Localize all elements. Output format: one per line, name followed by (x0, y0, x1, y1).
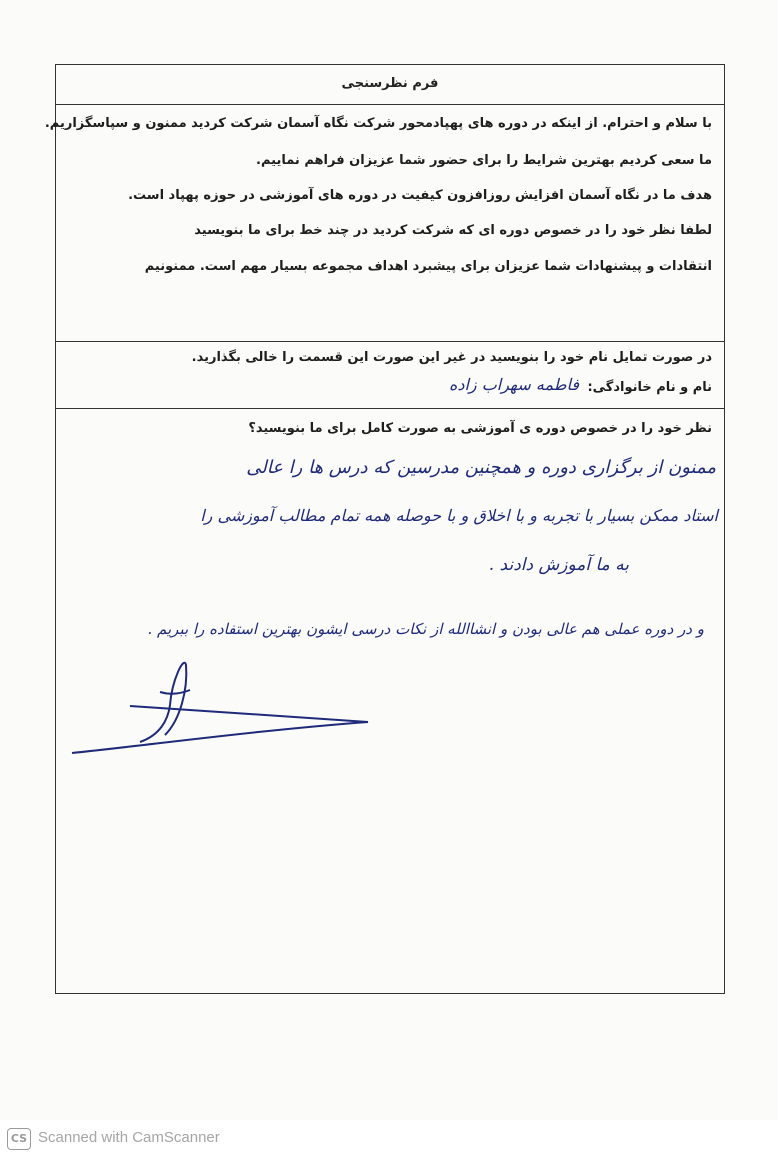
name-label: نام و نام خانوادگی: (587, 380, 712, 395)
opinion-question: نظر خود را در خصوص دوره ی آموزشی به صورت کامل برای ما بنویسید؟ (248, 421, 712, 436)
scanner-watermark: Scanned with CamScanner (38, 1129, 220, 1146)
form-title-row (56, 65, 724, 105)
opinion-handwritten-line: به ما آموزش دادند . (488, 555, 629, 575)
opinion-handwritten-line: استاد ممکن بسیار با تجربه و با اخلاق و با حوصله همه تمام مطالب آموزشی را (200, 506, 718, 525)
intro-section (44, 105, 724, 342)
signature-image (60, 650, 380, 770)
opinion-handwritten-line: و در دوره عملی هم عالی بودن و انشاالله از نکات درسی ایشون بهترین استفاده را ببریم . (147, 620, 704, 638)
intro-line: انتقادات و پیشنهادات شما عزیزان برای پیشبرد اهداف مجموعه بسیار مهم است. ممنونیم (144, 259, 712, 274)
intro-line: هدف ما در نگاه آسمان افزایش روزافزون کیفیت در دوره های آموزشی در حوزه پهپاد است. (128, 188, 712, 203)
name-handwritten: فاطمه سهراب زاده (448, 375, 579, 394)
name-section (56, 342, 724, 409)
intro-line: با سلام و احترام. از اینکه در دوره های پهپادمحور شرکت نگاه آسمان شرکت کردید ممنون و سپاسگزاریم. (44, 116, 712, 131)
intro-line: لطفا نظر خود را در خصوص دوره ای که شرکت کردید در چند خط برای ما بنویسید (194, 223, 712, 238)
camscanner-logo-icon: CS (7, 1128, 31, 1150)
survey-form (44, 64, 725, 994)
form-title: فرم نظرسنجی (341, 76, 439, 91)
scanner-footer (0, 1120, 778, 1157)
opinion-handwritten-line: ممنون از برگزاری دوره و همچنین مدرسین که درس ها را عالی (246, 457, 716, 478)
intro-line: ما سعی کردیم بهترین شرایط را برای حضور شما عزیزان فراهم نماییم. (256, 153, 712, 168)
name-instruction: در صورت تمایل نام خود را بنویسید در غیر این صورت این قسمت را خالی بگذارید. (191, 350, 712, 365)
